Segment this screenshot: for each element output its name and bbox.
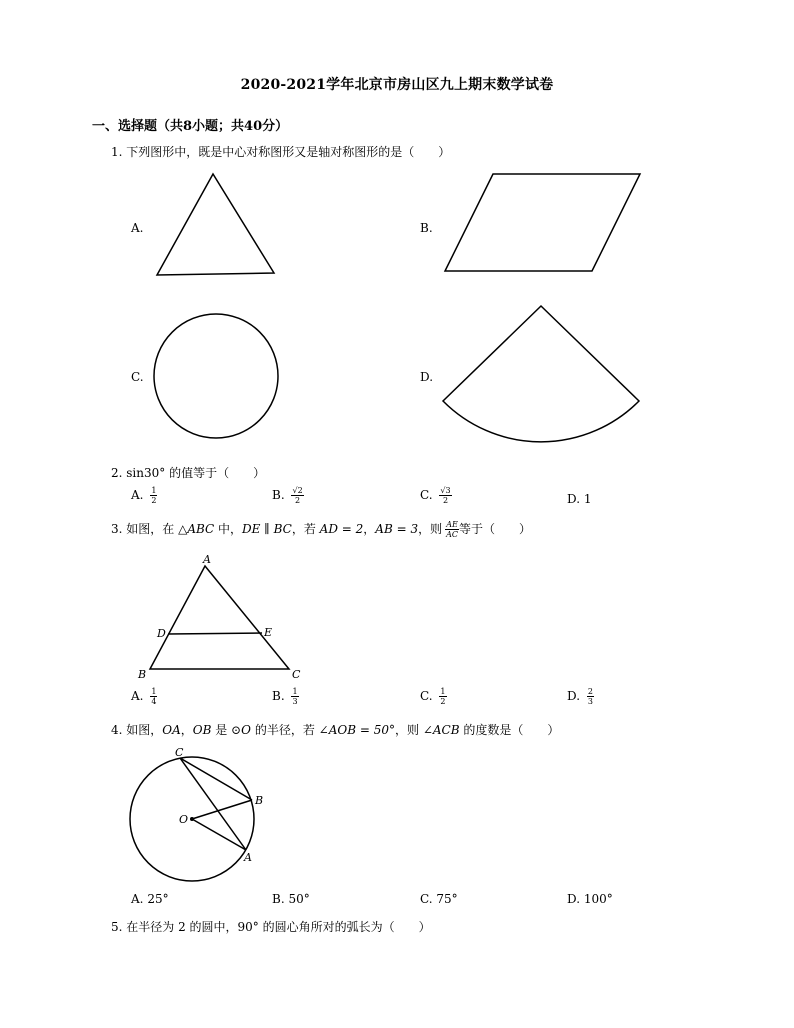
q3-math-de-parallel-bc: DE ∥ BC — [242, 522, 292, 536]
q4-point-b: B — [255, 794, 264, 807]
q3-option-b-fraction: $\frac{1}{3}$ — [292, 687, 298, 706]
q4-option-b — [272, 892, 310, 906]
q4-option-b-value: 50° — [288, 892, 310, 906]
q2-option-c-label: C. — [420, 488, 433, 502]
q4-option-a-value: 25° — [147, 892, 169, 906]
q4-center-dot — [190, 817, 194, 821]
q4-option-d-value: 100° — [583, 892, 613, 906]
question-4-stem: 4. 如图，OA，OB 是 ⊙O 的半径，若 ∠AOB = 50°，则 ∠ACB 的度数是（ ） — [111, 723, 560, 737]
q4-point-o: O — [179, 813, 189, 826]
q4-option-d — [567, 892, 613, 906]
q4-point-c: C — [175, 746, 184, 759]
q4-chord-cb — [180, 758, 252, 800]
q4-option-c-value: 75° — [436, 892, 458, 906]
q4-option-a-label: A. — [131, 892, 144, 906]
q4-option-c-label: C. — [420, 892, 433, 906]
q1-option-c-label: C. — [131, 370, 144, 384]
q4-option-d-label: D. — [567, 892, 581, 906]
q1-option-a-label: A. — [131, 221, 144, 235]
q4-math-circle-o: ⊙O — [231, 723, 251, 737]
q4-option-c — [420, 892, 458, 906]
q4-radius-oa — [192, 819, 246, 850]
q3-option-d-label: D. — [567, 689, 581, 703]
q4-math-oa: OA — [162, 723, 181, 737]
q2-option-a-fraction: $\frac{1}{2}$ — [151, 486, 157, 505]
q3-point-c: C — [292, 668, 301, 681]
q3-option-d-fraction: $\frac{2}{3}$ — [587, 687, 593, 706]
q2-option-b-label: B. — [272, 488, 285, 502]
q2-stem-text: 的值等于（ ） — [165, 466, 266, 480]
q2-option-a-label: A. — [131, 488, 144, 502]
q2-option-d-value: 1 — [583, 492, 592, 506]
q3-option-c-fraction: $\frac{1}{2}$ — [440, 687, 446, 706]
q4-chord-ca — [180, 758, 246, 850]
q4-math-ob: OB — [192, 723, 212, 737]
q3-option-b-label: B. — [272, 689, 285, 703]
q3-math-abc: △ABC — [178, 522, 215, 536]
q2-option-c-fraction: $\frac{√3}{2}$ — [440, 486, 451, 505]
q3-point-b: B — [138, 668, 147, 681]
q2-option-b-fraction: $\frac{√2}{2}$ — [292, 486, 303, 505]
q1-option-d-label: D. — [420, 370, 434, 384]
q4-math-angle-acb: ∠ACB — [422, 723, 460, 737]
question-3-stem: 3. 如图，在 △ABC 中，DE ∥ BC，若 AD = 2，AB = 3，则 $\frac{AE}{AC}$ 等于（ ） — [111, 520, 532, 539]
q1-option-b-label: B. — [420, 221, 433, 235]
question-5-stem: 5. 在半径为 2 的圆中，90° 的圆心角所对的弧长为（ ） — [111, 920, 431, 934]
q3-option-a-label: A. — [131, 689, 144, 703]
q3-fraction-ae-ac: $\frac{AE}{AC}$ — [446, 520, 459, 539]
q4-math-angle-aob: ∠AOB = 50° — [318, 723, 395, 737]
q4-option-b-label: B. — [272, 892, 285, 906]
q4-option-a — [131, 892, 169, 906]
page-title: 2020-2021学年北京市房山区九上期末数学试卷 — [240, 77, 554, 93]
q3-point-e: E — [264, 626, 273, 639]
section-heading: 一、选择题（共8小题；共40分） — [92, 119, 289, 134]
q2-option-d-label: D. — [567, 492, 581, 506]
q3-math-ab: AB = 3 — [375, 522, 419, 536]
q3-point-d: D — [157, 627, 166, 640]
q3-option-a-fraction: $\frac{1}{4}$ — [151, 687, 157, 706]
q3-point-a: A — [203, 553, 211, 566]
q2-stem-expr: 2. sin30° — [111, 466, 166, 480]
q4-point-a: A — [244, 851, 252, 864]
q3-option-c-label: C. — [420, 689, 433, 703]
q3-math-ad: AD = 2 — [319, 522, 364, 536]
question-1-stem: 1. 下列图形中，既是中心对称图形又是轴对称图形的是（ ） — [111, 145, 451, 159]
